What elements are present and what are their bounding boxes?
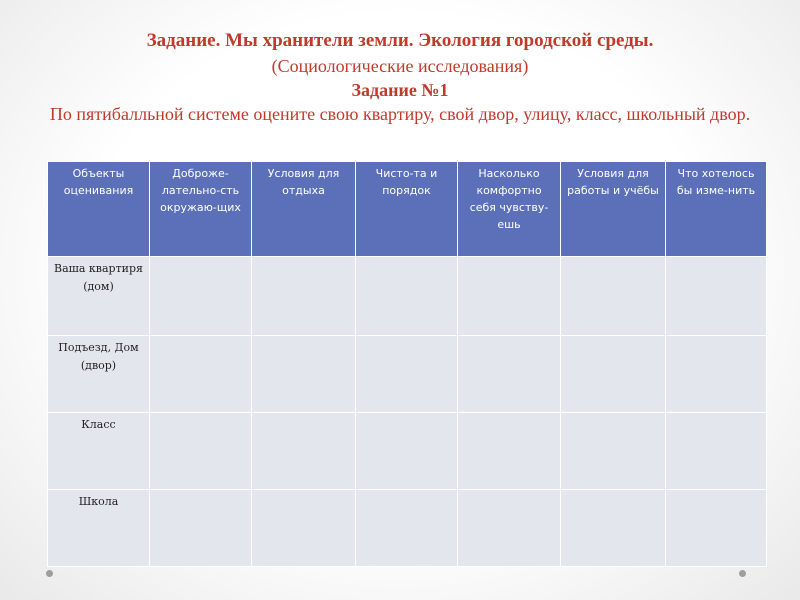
rating-cell[interactable] (458, 490, 561, 567)
table-row (48, 257, 767, 336)
rating-cell[interactable] (458, 413, 561, 490)
row-label: Подъезд, Дом (двор) (48, 336, 150, 413)
rating-cell[interactable] (252, 490, 356, 567)
slide-bullet-left (46, 570, 53, 577)
header-friendliness: Доброже-лательно-сть окружаю-щих (150, 162, 252, 257)
rating-cell[interactable] (150, 336, 252, 413)
evaluation-table (47, 161, 767, 567)
rating-cell[interactable] (252, 336, 356, 413)
table-header-row (48, 162, 767, 257)
rating-cell[interactable] (561, 413, 666, 490)
rating-cell[interactable] (252, 413, 356, 490)
task-number: Задание №1 (351, 80, 449, 100)
rating-cell[interactable] (458, 336, 561, 413)
rating-cell[interactable] (252, 257, 356, 336)
header-comfort: Насколько комфортно себя чувству-ешь (458, 162, 561, 257)
rating-cell[interactable] (150, 413, 252, 490)
row-label: Школа (48, 490, 150, 567)
rating-cell[interactable] (458, 257, 561, 336)
rating-cell[interactable] (150, 257, 252, 336)
rating-cell[interactable] (561, 490, 666, 567)
header-rest-conditions: Условия для отдыха (252, 162, 356, 257)
row-label: Класс (48, 413, 150, 490)
header-objects: Объекты оценивания (48, 162, 150, 257)
rating-cell[interactable] (356, 413, 458, 490)
header-cleanliness: Чисто-та и порядок (356, 162, 458, 257)
rating-cell[interactable] (356, 257, 458, 336)
slide-bullet-right (739, 570, 746, 577)
header-changes: Что хотелось бы изме-нить (666, 162, 767, 257)
assignment-subtitle: (Социологические исследования) (271, 56, 529, 76)
rating-cell[interactable] (666, 490, 767, 567)
assignment-title: Задание. Мы хранители земли. Экология городской среды. (146, 30, 654, 51)
table-row (48, 490, 767, 567)
rating-cell[interactable] (356, 490, 458, 567)
table-row (48, 336, 767, 413)
rating-cell[interactable] (666, 413, 767, 490)
row-label: Ваша квартиря (дом) (48, 257, 150, 336)
rating-cell[interactable] (666, 336, 767, 413)
header-work-conditions: Условия для работы и учёбы (561, 162, 666, 257)
rating-cell[interactable] (666, 257, 767, 336)
task-instruction: По пятибалльной системе оцените свою квартиру, свой двор, улицу, класс, школьный двор. (49, 104, 751, 124)
rating-cell[interactable] (150, 490, 252, 567)
rating-cell[interactable] (561, 257, 666, 336)
rating-cell[interactable] (356, 336, 458, 413)
table-row (48, 413, 767, 490)
rating-cell[interactable] (561, 336, 666, 413)
title-block (20, 28, 780, 126)
